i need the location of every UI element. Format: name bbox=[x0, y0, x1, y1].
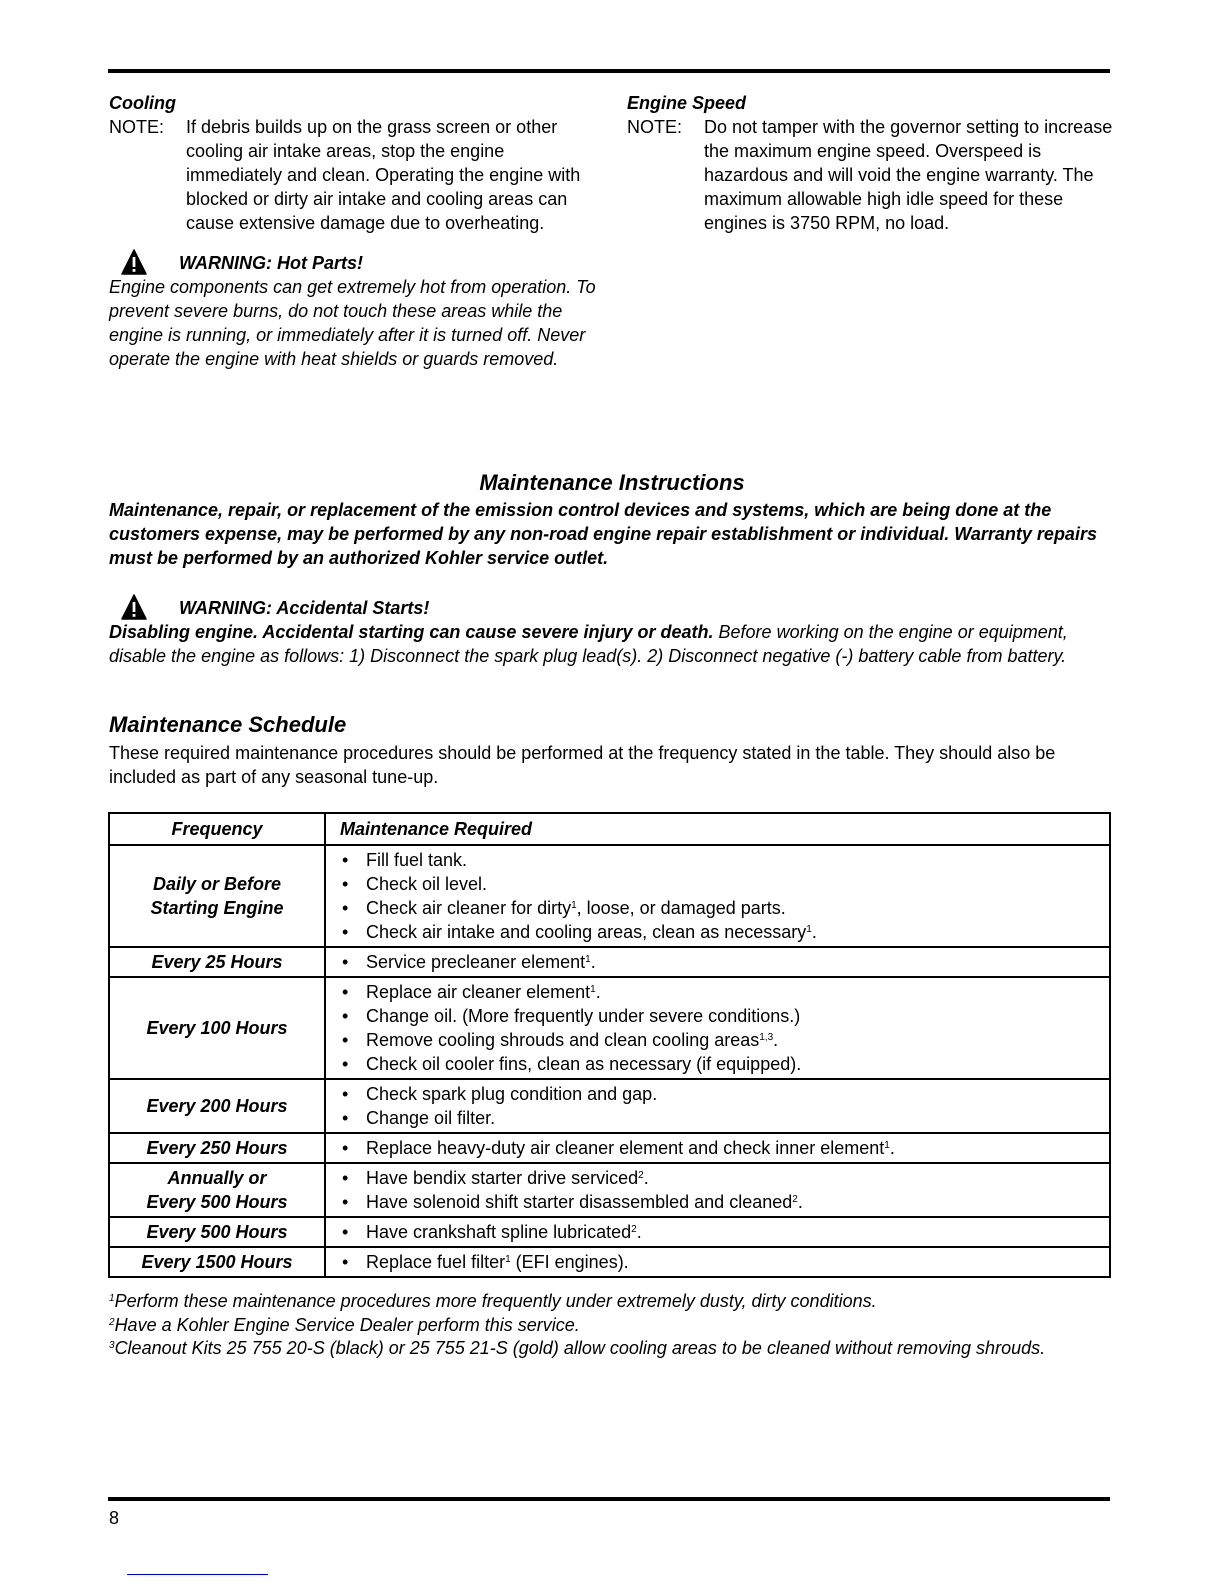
engine-speed-note bbox=[627, 115, 1117, 235]
note-text: Do not tamper with the governor setting to increase the maximum engine speed. Overspeed is hazardous and will void the engine warranty. The maximum allowable high idle speed for these engines is 3750 RPM, no load. bbox=[704, 117, 1113, 233]
task-text: Replace heavy-duty air cleaner element and check inner element bbox=[366, 1138, 885, 1158]
frequency-cell bbox=[109, 1163, 325, 1217]
column-header-maintenance-required: Maintenance Required bbox=[325, 813, 1110, 845]
task-text: Check air cleaner for dirty bbox=[366, 898, 572, 918]
table-row bbox=[109, 977, 1110, 1079]
warning-emphasis: Disabling engine. Accidental starting can cause severe injury or death. bbox=[109, 622, 714, 642]
task-text-suffix: . bbox=[773, 1030, 779, 1050]
maintenance-required-cell bbox=[325, 1217, 1110, 1247]
frequency-label: Daily or Before bbox=[152, 874, 282, 894]
task-list bbox=[340, 950, 1109, 974]
task-text: Check oil cooler fins, clean as necessary (if equipped). bbox=[366, 1054, 802, 1074]
footnote-reference: 1 bbox=[590, 984, 596, 995]
task-item bbox=[340, 920, 1109, 944]
task-list bbox=[340, 1136, 1109, 1160]
maintenance-required-cell bbox=[325, 1247, 1110, 1277]
task-list bbox=[340, 1166, 1109, 1214]
maintenance-required-cell bbox=[325, 947, 1110, 977]
table-row bbox=[109, 1217, 1110, 1247]
table-row bbox=[109, 1079, 1110, 1133]
note-label: NOTE: bbox=[627, 117, 683, 137]
left-column bbox=[109, 91, 599, 371]
task-item bbox=[340, 872, 1109, 896]
task-text-suffix: . bbox=[643, 1168, 649, 1188]
hot-parts-warning-title: WARNING: Hot Parts! bbox=[179, 253, 363, 273]
footnote-reference: 1 bbox=[806, 924, 812, 935]
task-text-suffix: . bbox=[590, 952, 596, 972]
accidental-starts-warning-title: WARNING: Accidental Starts! bbox=[179, 598, 430, 618]
task-text-suffix: . bbox=[811, 922, 817, 942]
task-item bbox=[340, 1028, 1109, 1052]
frequency-cell bbox=[109, 977, 325, 1079]
frequency-cell bbox=[109, 1133, 325, 1163]
task-item bbox=[340, 980, 1109, 1004]
hot-parts-warning-body: Engine components can get extremely hot from operation. To prevent severe burns, do not touch these areas while the engine is running, or immediately after it is turned off. Never operate the engine with heat shields or guards removed. bbox=[109, 277, 596, 369]
footnote bbox=[109, 1290, 1114, 1314]
bottom-rule bbox=[108, 1497, 1110, 1501]
task-text: Check air intake and cooling areas, clean as necessary bbox=[366, 922, 807, 942]
task-item bbox=[340, 1004, 1109, 1028]
task-item bbox=[340, 1220, 1109, 1244]
maintenance-schedule-title: Maintenance Schedule bbox=[109, 712, 347, 737]
maintenance-schedule-intro: These required maintenance procedures should be performed at the frequency stated in the table. They should also be included as part of any seasonal tune-up. bbox=[109, 743, 1056, 787]
task-text: Replace air cleaner element bbox=[366, 982, 591, 1002]
table-footnotes bbox=[109, 1290, 1114, 1361]
maintenance-required-cell bbox=[325, 845, 1110, 947]
warning-triangle-icon bbox=[121, 249, 147, 275]
footnote-mark: 2 bbox=[109, 1316, 115, 1328]
engine-speed-heading: Engine Speed bbox=[627, 93, 747, 113]
maintenance-required-cell bbox=[325, 1133, 1110, 1163]
warning-triangle-icon bbox=[121, 594, 147, 620]
task-list bbox=[340, 1220, 1109, 1244]
accidental-starts-warning-header bbox=[109, 590, 1114, 620]
task-text: Service precleaner element bbox=[366, 952, 586, 972]
task-text: Replace fuel filter bbox=[366, 1252, 506, 1272]
footnote bbox=[109, 1314, 1114, 1338]
accidental-starts-warning-body bbox=[109, 620, 1114, 668]
table-body bbox=[109, 845, 1110, 1277]
maintenance-instructions-body: Maintenance, repair, or replacement of the emission control devices and systems, which are being done at the customers expense, may be performed by any non-road engine repair establishment or individual. Warranty repairs must be performed by an authorized Kohler service outlet. bbox=[109, 500, 1097, 568]
frequency-label: Every 1500 Hours bbox=[141, 1252, 293, 1272]
task-item bbox=[340, 1082, 1109, 1106]
task-item bbox=[340, 1136, 1109, 1160]
task-text: Have solenoid shift starter disassembled and cleaned bbox=[366, 1192, 793, 1212]
table-row bbox=[109, 1163, 1110, 1217]
frequency-cell bbox=[109, 1247, 325, 1277]
frequency-label: Every 25 Hours bbox=[151, 952, 283, 972]
footnote bbox=[109, 1337, 1114, 1361]
note-label: NOTE: bbox=[109, 117, 165, 137]
footnote-reference: 1,3 bbox=[759, 1032, 774, 1043]
frequency-cell bbox=[109, 845, 325, 947]
frequency-cell bbox=[109, 1079, 325, 1133]
top-rule bbox=[108, 69, 1110, 73]
maintenance-required-cell bbox=[325, 1163, 1110, 1217]
page-number: 8 bbox=[109, 1508, 120, 1528]
task-list bbox=[340, 980, 1109, 1076]
task-text-suffix: . bbox=[889, 1138, 895, 1158]
footnote-reference: 2 bbox=[638, 1170, 644, 1181]
hyperlink-underline[interactable] bbox=[127, 1574, 268, 1575]
maintenance-instructions-title: Maintenance Instructions bbox=[479, 470, 745, 495]
task-list bbox=[340, 1082, 1109, 1130]
task-text: Change oil. (More frequently under severe conditions.) bbox=[366, 1006, 801, 1026]
task-text: Change oil filter. bbox=[366, 1108, 496, 1128]
task-item bbox=[340, 950, 1109, 974]
footnote-reference: 1 bbox=[884, 1140, 890, 1151]
warning-instructions: Before working on the engine or equipment, disable the engine as follows: 1) Disconnect the spark plug lead(s). 2) Disconnect negative (-) battery cable from battery. bbox=[109, 622, 1068, 666]
table-header-row bbox=[109, 813, 1110, 845]
frequency-label: Every 250 Hours bbox=[146, 1138, 288, 1158]
task-item bbox=[340, 896, 1109, 920]
frequency-label: Annually or bbox=[167, 1168, 267, 1188]
task-text: Remove cooling shrouds and clean cooling areas bbox=[366, 1030, 760, 1050]
accidental-starts-warning bbox=[109, 590, 1114, 668]
cooling-heading: Cooling bbox=[109, 93, 176, 113]
right-column bbox=[627, 91, 1117, 235]
table-row bbox=[109, 845, 1110, 947]
task-item bbox=[340, 1190, 1109, 1214]
column-header-frequency: Frequency bbox=[109, 813, 325, 845]
maintenance-schedule-table bbox=[108, 812, 1111, 1278]
task-text: Have crankshaft spline lubricated bbox=[366, 1222, 632, 1242]
task-text: Check oil level. bbox=[366, 874, 488, 894]
footnote-text: Cleanout Kits 25 755 20-S (black) or 25 755 21-S (gold) allow cooling areas to be cleaned without removing shrouds. bbox=[114, 1338, 1046, 1358]
task-text-suffix: (EFI engines). bbox=[510, 1252, 629, 1272]
task-text: Fill fuel tank. bbox=[366, 850, 468, 870]
task-text-suffix: . bbox=[797, 1192, 803, 1212]
task-item bbox=[340, 1052, 1109, 1076]
cooling-note bbox=[109, 115, 599, 235]
maintenance-required-cell bbox=[325, 1079, 1110, 1133]
task-text-suffix: . bbox=[595, 982, 601, 1002]
footnote-reference: 2 bbox=[792, 1194, 798, 1205]
footnote-text: Have a Kohler Engine Service Dealer perform this service. bbox=[114, 1314, 580, 1335]
task-list bbox=[340, 1250, 1109, 1274]
frequency-label: Starting Engine bbox=[150, 898, 284, 918]
frequency-label: Every 200 Hours bbox=[146, 1096, 288, 1116]
task-list bbox=[340, 848, 1109, 944]
footnote-mark: 1 bbox=[109, 1293, 115, 1304]
footnote-reference: 1 bbox=[585, 954, 591, 965]
task-text-suffix: , loose, or damaged parts. bbox=[576, 898, 786, 918]
task-text: Have bendix starter drive serviced bbox=[366, 1168, 639, 1188]
task-item bbox=[340, 848, 1109, 872]
frequency-cell bbox=[109, 1217, 325, 1247]
footnote-text: Perform these maintenance procedures more frequently under extremely dusty, dirty conditions. bbox=[114, 1291, 877, 1311]
footnote-reference: 2 bbox=[631, 1224, 637, 1235]
frequency-cell bbox=[109, 947, 325, 977]
note-text: If debris builds up on the grass screen or other cooling air intake areas, stop the engine immediately and clean. Operating the engine with blocked or dirty air intake and cooling areas can cause extensive damage due to overheating. bbox=[186, 117, 581, 233]
task-item bbox=[340, 1106, 1109, 1130]
task-text-suffix: . bbox=[636, 1222, 642, 1242]
maintenance-required-cell bbox=[325, 977, 1110, 1079]
frequency-label: Every 500 Hours bbox=[146, 1222, 288, 1242]
task-item bbox=[340, 1250, 1109, 1274]
table-row bbox=[109, 1133, 1110, 1163]
frequency-label: Every 100 Hours bbox=[146, 1018, 288, 1038]
frequency-label: Every 500 Hours bbox=[146, 1192, 288, 1212]
footnote-reference: 1 bbox=[571, 900, 577, 911]
task-item bbox=[340, 1166, 1109, 1190]
table-row bbox=[109, 947, 1110, 977]
footnote-mark: 3 bbox=[109, 1340, 115, 1351]
table-row bbox=[109, 1247, 1110, 1277]
hot-parts-warning-header bbox=[109, 245, 599, 275]
footnote-reference: 1 bbox=[505, 1254, 511, 1265]
task-text: Check spark plug condition and gap. bbox=[366, 1084, 658, 1104]
